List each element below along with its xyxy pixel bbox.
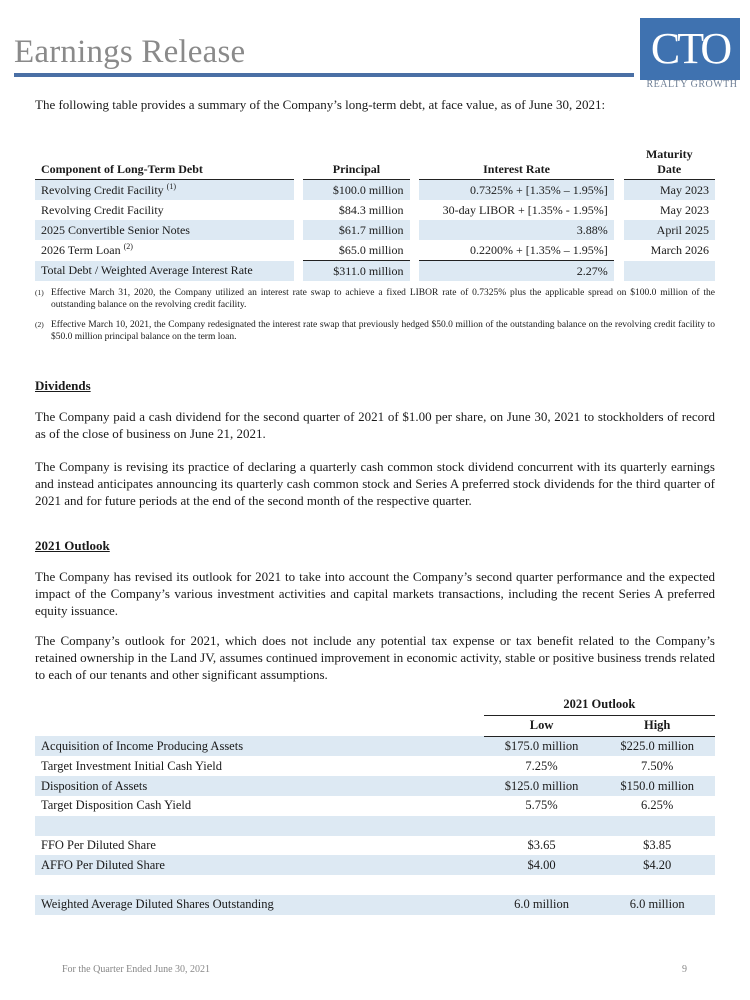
outlook-table <box>35 695 715 915</box>
outlook-heading: 2021 Outlook <box>35 538 110 553</box>
outlook-table-title: 2021 Outlook <box>484 695 715 715</box>
table-row: Target Investment Initial Cash Yield 7.25% 7.50% <box>41 758 674 773</box>
table-total-row: Total Debt / Weighted Average Interest Rate $311.0 million 2.27% <box>35 261 715 282</box>
col-header-high: High <box>599 715 715 736</box>
header-rule <box>14 73 634 77</box>
debt-footnotes <box>35 287 715 351</box>
intro-text: The following table provides a summary of the Company’s long-term debt, at face value, as of June 30, 2021: <box>35 97 606 112</box>
table-row: 2026 Term Loan $^{(2)}$ $65.0 million 0.2200% + [1.35% – 1.95%] March 2026 <box>41 241 709 257</box>
company-logo-tagline: REALTY GROWTH <box>646 79 738 90</box>
company-logo: CTO <box>640 18 740 80</box>
table-row: AFFO Per Diluted Share $4.00 $4.20 <box>35 855 715 875</box>
outlook-paragraph: The Company has revised its outlook for 2021 to take into account the Company’s second quarter performance and the expected impact of the Company’s various investment activities and capital markets transactions, including the recent Series A preferred equity issuance. <box>35 569 715 618</box>
table-row: Weighted Average Diluted Shares Outstanding 6.0 million 6.0 million <box>35 895 715 915</box>
table-row-spacer <box>35 875 715 895</box>
dividends-heading: Dividends <box>35 378 91 393</box>
col-header-interest-rate: Interest Rate <box>419 145 613 180</box>
table-row: Disposition of Assets $125.0 million $150.0 million <box>35 776 715 796</box>
outlook-paragraph: The Company’s outlook for 2021, which does not include any potential tax expense or tax benefit related to the Company’s retained ownership in the Land JV, assumes continued improvement in economic activity, stable or positive business trends related to each of our tenants and other significant assumptions. <box>35 633 715 682</box>
footnote: (1) Effective March 31, 2020, the Company utilized an interest rate swap to achieve a fixed LIBOR rate of 0.7325% plus the applicable spread on $100.0 million of the outstanding balance on the revolving credit facility. <box>35 288 715 310</box>
col-header-component: Component of Long-Term Debt <box>35 145 294 180</box>
table-row-spacer <box>35 816 715 836</box>
dividends-paragraph: The Company paid a cash dividend for the second quarter of 2021 of $1.00 per share, on June 30, 2021 to stockholders of record as of the close of business on June 21, 2021. <box>35 409 715 441</box>
col-header-principal: Principal <box>303 145 409 180</box>
table-row: Revolving Credit Facility $^{(1)}$ $100.0 million 0.7325% + [1.35% – 1.95%] May 2023 <box>35 180 715 201</box>
long-term-debt-table <box>35 145 715 281</box>
page-number: 9 <box>682 964 687 975</box>
page-title: Earnings Release <box>14 34 246 70</box>
dividends-paragraph: The Company is revising its practice of declaring a quarterly cash common stock dividend concurrent with its quarterly earnings and instead anticipates announcing its quarterly cash common stock and Series A preferred stock dividends for the third quarter of 2021 and for future periods at the end of the second month of the respective quarter. <box>35 459 715 508</box>
table-row: Acquisition of Income Producing Assets $175.0 million $225.0 million <box>35 736 715 756</box>
table-row: Target Disposition Cash Yield 5.75% 6.25% <box>41 798 674 813</box>
footnote: (2) Effective March 10, 2021, the Company redesignated the interest rate swap that previously hedged $50.0 million of the outstanding balance on the revolving credit facility to $50.0 million principal balance on the term loan. <box>35 320 715 342</box>
table-row: 2025 Convertible Senior Notes $61.7 million 3.88% April 2025 <box>35 220 715 240</box>
table-row: Revolving Credit Facility $84.3 million 30-day LIBOR + [1.35% - 1.95%] May 2023 <box>41 202 709 217</box>
table-row: FFO Per Diluted Share $3.65 $3.85 <box>41 837 672 852</box>
footer-period: For the Quarter Ended June 30, 2021 <box>62 964 211 975</box>
col-header-low: Low <box>484 715 600 736</box>
col-header-maturity: Maturity Date <box>624 145 715 180</box>
